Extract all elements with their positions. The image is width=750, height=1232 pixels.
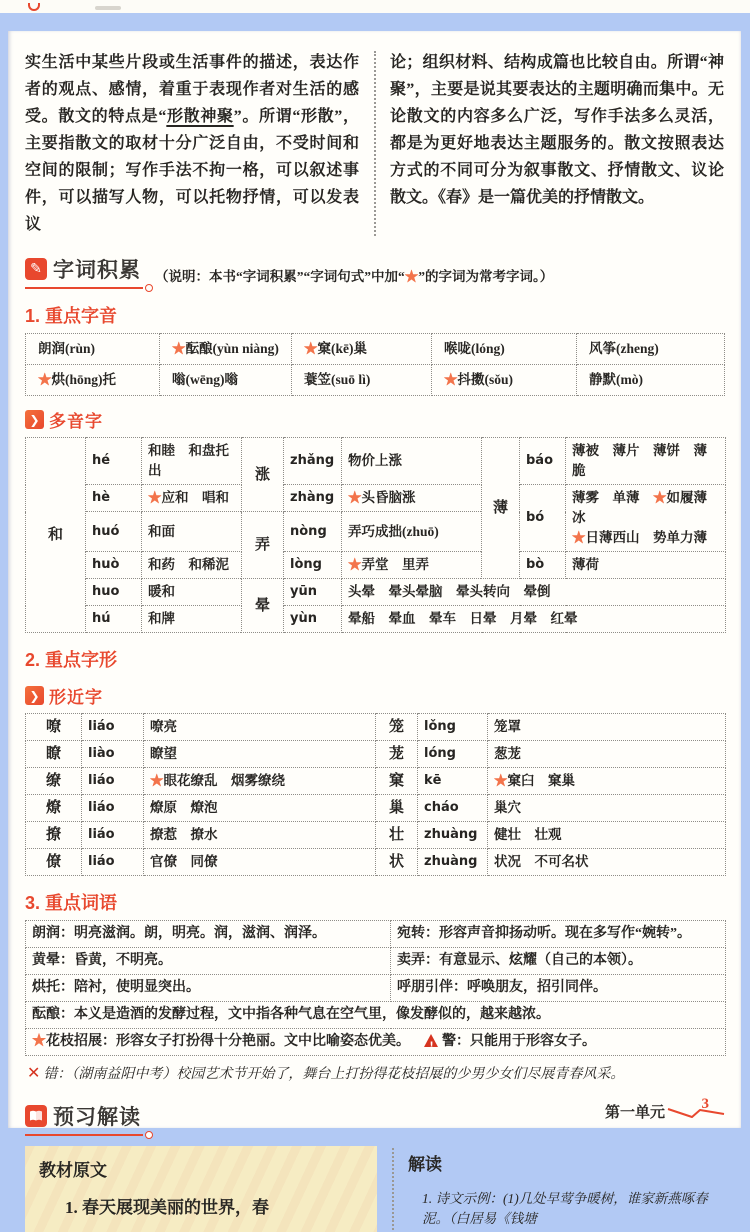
duoyin-pinyin: hú [86, 606, 142, 633]
intro-section [25, 49, 724, 238]
previous-page-fragment [0, 0, 750, 13]
swoosh-icon [667, 1100, 725, 1122]
jiedu-text: 1. 诗文示例：(1)几处早莺争暖树，谁家新燕啄春泥。（白居易《钱塘 [422, 1191, 708, 1226]
xingjin-char: 僚 [26, 849, 82, 876]
table-row [26, 948, 726, 975]
table-row [26, 849, 726, 876]
xingjin-pinyin: liáo [82, 768, 144, 795]
xingjin-char: 巢 [376, 795, 418, 822]
duoyin-words: 弄巧成拙(zhuō) [342, 512, 482, 552]
wrong-usage-text: 错：（湖南益阳中考）校园艺术节开始了，舞台上打扮得花 •枝 •招 •展 •的少男少女们尽展青春风采。 [43, 1067, 624, 1082]
duoyin-subheader [25, 407, 724, 432]
duoyin-words: 和药 和稀泥 [142, 552, 242, 579]
ziyin-cell: 静默 •(mò) [577, 365, 725, 396]
duoyin-pinyin: yùn [284, 606, 342, 633]
xingjin-pinyin: lóng [418, 741, 488, 768]
textbook-original-box [25, 1146, 377, 1232]
xingjin-pinyin: kē [418, 768, 488, 795]
xingjin-words: 嘹亮 [144, 714, 376, 741]
xingjin-words: 状况 不可名状 [488, 849, 726, 876]
duoyin-words: 和牌 [142, 606, 242, 633]
book-page [8, 31, 741, 1226]
duoyin-words: ★头昏脑涨 [342, 485, 482, 512]
duoyin-char: 晕 [242, 579, 284, 633]
jiedu-column [408, 1146, 724, 1232]
table-row [26, 1029, 726, 1056]
xingjin-pinyin: liào [82, 741, 144, 768]
ciyu-cell: 卖弄：有意显示、炫耀（自己的本领）。 [391, 948, 726, 975]
page-footer [604, 1096, 725, 1122]
intro-left-column: 实生活中某些片段或生活事件的描述，表达作者的观点、感情，着重于表现作者对生活的感受。散文的特点是“形散神聚”。所谓“形散”，主要指散文的取材十分广泛自由，不受时间和空间的限制；写作手法不拘一格，可以叙述事件，可以描写人物，可以托物抒情，可以发表议 [25, 54, 359, 233]
table-row [26, 485, 726, 512]
original-text: 1. 春天展现美丽的世界，春 [65, 1198, 269, 1217]
duoyin-words: 薄雾 单薄 ★如履薄冰 ★日薄西山 势单力薄 [566, 485, 726, 552]
column-divider [374, 51, 376, 236]
table-row [26, 921, 726, 948]
table-row [26, 795, 726, 822]
table-row [26, 438, 726, 485]
ciyu-table [25, 920, 726, 1056]
page-edge-smudge [95, 6, 121, 10]
duoyin-words: ★弄堂 里弄 [342, 552, 482, 579]
table-row [26, 741, 726, 768]
duoyin-pinyin: lòng [284, 552, 342, 579]
xingjin-pinyin: liáo [82, 822, 144, 849]
notes-pen-icon: ✎ [25, 258, 47, 280]
zixing-heading: 2. 重点字形 [25, 650, 118, 670]
duoyin-words: 薄被 薄片 薄饼 薄脆 [566, 438, 726, 485]
ziyin-cell: 蓑 •笠 •(suō lì) [292, 365, 432, 396]
torn-icon-fragment [28, 3, 40, 11]
duoyin-char: 弄 [242, 512, 284, 579]
ziyin-table [25, 333, 725, 396]
wrong-usage-example [27, 1063, 724, 1085]
book-icon [25, 1105, 47, 1127]
ziyin-cell: ★酝 •酿 •(yùn niàng) [160, 334, 292, 365]
xingjin-pinyin: lǒng [418, 714, 488, 741]
ciyu-cell: 宛转：形容声音抑扬动听。现在多写作“婉转”。 [391, 921, 726, 948]
duoyin-words: 晕船 晕血 晕车 日晕 月晕 红晕 [342, 606, 726, 633]
yuxi-title: 预习解读 [53, 1106, 141, 1129]
intro-right-column: 论；组织材料、结构成篇也比较自由。所谓“神聚”，主要是说其要表达的主题明确而集中。无论散文的内容多么广泛，写作手法多么灵活，都是为更好地表达主题服务的。散文按照表达方式的不同可分为叙事散文、抒情散文、议论散文。《春》是一篇优美的抒情散文。 [390, 54, 724, 206]
table-row [26, 768, 726, 795]
table-row [26, 365, 725, 396]
xingjin-char: 瞭 [26, 741, 82, 768]
xingjin-words: 官僚 同僚 [144, 849, 376, 876]
duoyin-pinyin: bó [520, 485, 566, 552]
xingjin-subheader [25, 683, 724, 708]
xingjin-pinyin: liáo [82, 795, 144, 822]
table-row [26, 975, 726, 1002]
xingjin-pinyin: zhuàng [418, 822, 488, 849]
page-number: 3 [701, 1096, 709, 1112]
chevron-icon: ❯ [25, 686, 44, 705]
ciyu-cell-full: 酝酿：本义是造酒的发酵过程，文中指各种气息在空气里，像发酵似的，越来越浓。 [26, 1002, 726, 1029]
duoyin-pinyin: zhàng [284, 485, 342, 512]
duoyin-char: 涨 [242, 438, 284, 512]
duoyin-title: 多音字 [49, 412, 103, 431]
cihui-note: （说明：本书“字词积累”“字词句式”中加“★”的字词为常考字词。） [155, 269, 554, 284]
xingjin-char: 撩 [26, 822, 82, 849]
ziyin-cell: 朗润 •(rùn) [26, 334, 160, 365]
xingjin-words: ★眼花缭乱 烟雾缭绕 [144, 768, 376, 795]
duoyin-pinyin: bò [520, 552, 566, 579]
warning-triangle-icon [424, 1034, 438, 1047]
duoyin-pinyin: hè [86, 485, 142, 512]
wrong-x-icon: ✕ [27, 1063, 41, 1082]
xingjin-pinyin: cháo [418, 795, 488, 822]
duoyin-pinyin: huo [86, 579, 142, 606]
ciyu-cell-full [26, 1029, 726, 1056]
table-row [26, 714, 726, 741]
ciyu-cell: 朗润：明亮滋润。朗，明亮。润，滋润、润泽。 [26, 921, 391, 948]
ziyin-cell: 风筝 •(zheng) [577, 334, 725, 365]
table-row [26, 822, 726, 849]
original-header: 教材原文 [39, 1161, 107, 1180]
table-row [26, 334, 725, 365]
xingjin-pinyin: liáo [82, 849, 144, 876]
duoyin-words: 头晕 晕头晕脑 晕头转向 晕倒 [342, 579, 726, 606]
duoyin-pinyin: hé [86, 438, 142, 485]
xingjin-title: 形近字 [49, 688, 103, 707]
yuxi-columns [25, 1146, 724, 1232]
duoyin-char: 和 [26, 438, 86, 633]
duoyin-words: 和睦 和盘托出 [142, 438, 242, 485]
duoyin-words: 暖和 [142, 579, 242, 606]
xingjin-words: 笼罩 [488, 714, 726, 741]
duoyin-pinyin: huó [86, 512, 142, 552]
duoyin-words: 薄荷 [566, 552, 726, 579]
table-row [26, 552, 726, 579]
xingjin-pinyin: liáo [82, 714, 144, 741]
xingjin-words: 健壮 壮观 [488, 822, 726, 849]
xingjin-char: 茏 [376, 741, 418, 768]
ciyu-cell: 烘托：陪衬，使明显突出。 [26, 975, 391, 1002]
ziyin-cell: ★窠 •(kē)巢 [292, 334, 432, 365]
duoyin-words: 和面 [142, 512, 242, 552]
table-row [26, 579, 726, 606]
yuxi-title-underline [25, 1101, 143, 1136]
duoyin-words: ★应和 唱和 [142, 485, 242, 512]
jiedu-header: 解读 [408, 1155, 442, 1174]
duoyin-pinyin: nòng [284, 512, 342, 552]
unit-label: 第一单元 [604, 1103, 665, 1121]
table-row [26, 1002, 726, 1029]
xingjin-words: 葱茏 [488, 741, 726, 768]
duoyin-table [25, 437, 726, 633]
table-row [26, 606, 726, 633]
ziyin-heading: 1. 重点字音 [25, 306, 118, 326]
ziyin-cell: 喉咙 •(lóng) [432, 334, 577, 365]
cihui-title-underline [25, 254, 143, 289]
xingjin-pinyin: zhuàng [418, 849, 488, 876]
xingjin-char: 窠 [376, 768, 418, 795]
duoyin-pinyin: báo [520, 438, 566, 485]
duoyin-words: 物价上涨 [342, 438, 482, 485]
xingjin-char: 缭 [26, 768, 82, 795]
footer-swoosh [667, 1096, 725, 1122]
xingjin-words: 瞭望 [144, 741, 376, 768]
duoyin-char: 薄 [482, 438, 520, 579]
xingjin-char: 嘹 [26, 714, 82, 741]
ziyin-cell: ★烘 •(hōng)托 [26, 365, 160, 396]
yuxi-column-divider [392, 1148, 394, 1230]
xingjin-words: 燎原 燎泡 [144, 795, 376, 822]
ciyu-cell: 呼朋引伴：呼唤朋友，招引同伴。 [391, 975, 726, 1002]
huazhi-definition: ★花枝招展：形容女子打扮得十分艳丽。文中比喻姿态优美。 [32, 1034, 410, 1049]
chevron-icon: ❯ [25, 410, 44, 429]
xingjin-char: 壮 [376, 822, 418, 849]
ciyu-cell: 黄晕：昏黄，不明亮。 [26, 948, 391, 975]
ciyu-heading: 3. 重点词语 [25, 893, 118, 913]
xingjin-words: 巢穴 [488, 795, 726, 822]
duoyin-pinyin: yūn [284, 579, 342, 606]
xingjin-char: 燎 [26, 795, 82, 822]
book-icon-glyph [29, 1110, 43, 1122]
cihui-title: 字词积累 [53, 259, 141, 282]
xingjin-char: 笼 [376, 714, 418, 741]
cihui-section-header [25, 254, 724, 289]
xingjin-words: ★窠臼 窠巢 [488, 768, 726, 795]
xingjin-char: 状 [376, 849, 418, 876]
duoyin-pinyin: huò [86, 552, 142, 579]
xingjin-table [25, 713, 726, 876]
ziyin-cell: 嗡 •(wēng)嗡 [160, 365, 292, 396]
duoyin-pinyin: zhǎng [284, 438, 342, 485]
ziyin-cell: ★抖擞 •(sǒu) [432, 365, 577, 396]
huazhi-warning: 警：只能用于形容女子。 [442, 1034, 596, 1049]
xingjin-words: 撩惹 撩水 [144, 822, 376, 849]
